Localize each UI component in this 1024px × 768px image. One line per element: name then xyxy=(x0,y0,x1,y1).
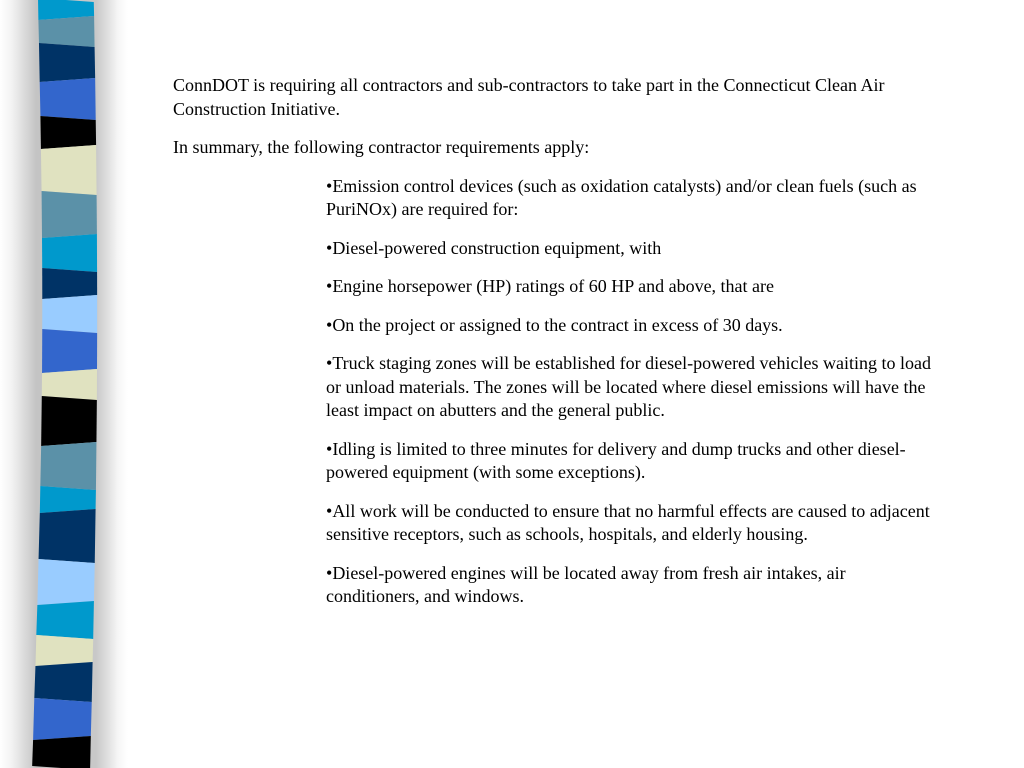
bullet-marker: • xyxy=(326,500,333,521)
banner-block xyxy=(42,191,97,238)
banner-block xyxy=(34,662,92,702)
banner-block xyxy=(39,43,95,82)
banner-block xyxy=(40,116,96,149)
list-item-text: All work will be conducted to ensure that no harmful effects are caused to adjacent sensitive receptors, such as schools, hospitals, and elderly housing. xyxy=(326,500,930,544)
intro-paragraph: ConnDOT is requiring all contractors and sub-contractors to take part in the Connecticut Clean Air Construction Initiative. xyxy=(173,75,885,119)
bullet-marker: • xyxy=(326,562,333,583)
list-item xyxy=(326,314,943,338)
list-item-text: Engine horsepower (HP) ratings of 60 HP and above, that are xyxy=(332,276,775,296)
banner-block xyxy=(38,16,94,47)
list-item xyxy=(326,237,943,261)
bullet-marker: • xyxy=(326,438,333,459)
list-item xyxy=(326,438,943,485)
slide-content xyxy=(173,74,943,624)
list-item xyxy=(326,275,943,299)
bullet-marker: • xyxy=(326,276,333,296)
banner-block xyxy=(33,698,92,740)
list-item xyxy=(326,175,943,222)
decorative-banner xyxy=(0,0,128,768)
bullet-marker: • xyxy=(326,314,333,335)
banner-block xyxy=(42,268,97,299)
banner-block xyxy=(35,635,93,666)
list-item xyxy=(326,500,943,547)
banner-block xyxy=(42,329,97,373)
banner-block xyxy=(36,601,94,639)
banner-block xyxy=(41,145,97,195)
list-item-text: On the project or assigned to the contract in excess of 30 days. xyxy=(332,314,783,335)
banner-block xyxy=(40,486,96,513)
bullet-marker: • xyxy=(326,353,333,373)
banner-block xyxy=(41,396,97,446)
list-item-text: Emission control devices (such as oxidation catalysts) and/or clean fuels (such as PuriNOx) are required for: xyxy=(326,175,917,219)
banner-blocks xyxy=(0,0,128,768)
list-item-text: Diesel-powered construction equipment, with xyxy=(332,237,662,258)
banner-block xyxy=(40,78,96,120)
list-item xyxy=(326,562,943,609)
list-item-text: Diesel-powered engines will be located away from fresh air intakes, air conditioners, and windows. xyxy=(326,562,846,606)
banner-block xyxy=(37,559,94,605)
list-item-text: Idling is limited to three minutes for delivery and dump trucks and other diesel-powered equipment (with some exceptions). xyxy=(326,438,906,482)
bullet-marker: • xyxy=(326,175,333,196)
banner-block xyxy=(32,736,91,768)
bullet-marker: • xyxy=(326,237,333,258)
banner-block xyxy=(42,295,97,333)
list-item-text: Truck staging zones will be established for diesel-powered vehicles waiting to load or unload materials. The zones will be located where diesel emissions will have the least impact on abutters and the general public. xyxy=(326,353,932,420)
banner-block xyxy=(39,509,96,563)
summary-paragraph: In summary, the following contractor requirements apply: xyxy=(173,137,590,157)
requirements-list xyxy=(173,175,943,609)
list-item xyxy=(326,352,943,423)
banner-block xyxy=(42,369,97,400)
banner-block xyxy=(42,234,97,272)
banner-block xyxy=(40,442,96,490)
